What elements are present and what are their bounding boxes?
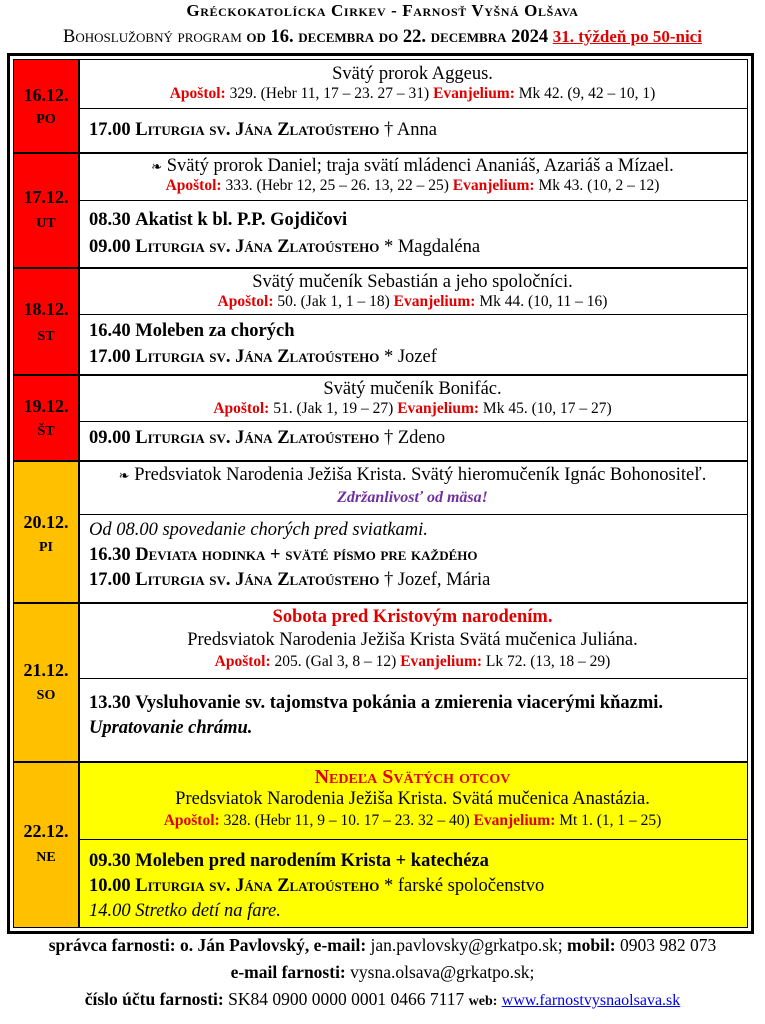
apostol-label: Apoštol: — [169, 85, 226, 102]
special-title: Nedeľa Svätých otcov — [314, 766, 511, 788]
day-row — [13, 461, 748, 603]
event-time: 17.00 — [89, 570, 131, 590]
evanjelium-label: Evanjelium: — [397, 400, 480, 417]
day-row — [13, 762, 748, 928]
apostol-ref: 329. (Hebr 11, 17 – 23. 27 – 31) — [229, 85, 430, 102]
feast-cell — [78, 604, 747, 679]
event-time: 08.30 — [89, 210, 131, 230]
page-title: Gréckokatolícka Cirkev - Farnosť Vyšná Olšava — [186, 1, 579, 20]
account-label: číslo účtu farnosti: — [84, 989, 224, 1009]
feast-cell — [78, 269, 747, 315]
footer-email-line — [0, 962, 765, 983]
event-time: 16.30 — [89, 545, 131, 565]
date-number: 18.12. — [23, 299, 69, 319]
event-intention: † Anna — [383, 120, 437, 140]
event-name: Liturgia sv. Jána Zlatoústeho — [135, 347, 380, 367]
event-time: 13.30 — [89, 693, 131, 713]
date-number: 17.12. — [23, 187, 69, 207]
event-name: Liturgia sv. Jána Zlatoústeho — [135, 428, 380, 448]
evanjelium-label: Evanjelium: — [400, 653, 483, 670]
event-time: 17.00 — [89, 347, 131, 367]
web-link[interactable]: www.farnostvysnaolsava.sk — [501, 992, 681, 1009]
page-subtitle — [0, 27, 765, 48]
evanjelium-ref: Mk 44. (10, 11 – 16) — [479, 293, 608, 310]
event-line — [89, 210, 747, 231]
feast-name: Svätý mučeník Sebastián a jeho spoločníci. — [252, 272, 573, 292]
event-line — [89, 120, 747, 141]
day-row — [13, 268, 748, 375]
date-cell — [14, 154, 80, 267]
schedule-table — [7, 53, 754, 934]
event-intention: * farské spoločenstvo — [383, 876, 545, 896]
event-name: Akatist k bl. P.P. Gojdičovi — [135, 210, 348, 230]
readings — [78, 85, 747, 103]
date-number: 16.12. — [23, 85, 69, 105]
feast-cell — [78, 763, 747, 840]
ornament-icon: ❧ — [151, 160, 163, 175]
event-name: Liturgia sv. Jána Zlatoústeho — [135, 876, 380, 896]
apostol-label: Apoštol: — [165, 177, 222, 194]
events-cell — [78, 679, 747, 761]
date-cell — [14, 604, 80, 761]
post-event-note: Upratovanie chrámu. — [89, 718, 253, 738]
feast-cell — [78, 60, 747, 109]
event-time: 16.40 — [89, 321, 131, 341]
event-line — [89, 693, 747, 714]
special-title: Sobota pred Kristovým narodením. — [272, 607, 553, 627]
day-name: ŠT — [37, 424, 55, 439]
event-intention: * Magdaléna — [383, 237, 481, 257]
parish-email-label: e-mail farnosti: — [230, 962, 346, 982]
day-row — [13, 375, 748, 461]
web-label: web: — [468, 994, 498, 1009]
apostol-label: Apoštol: — [217, 293, 274, 310]
day-name: ST — [37, 329, 55, 344]
readings — [78, 177, 747, 195]
apostol-ref: 205. (Gal 3, 8 – 12) — [274, 653, 397, 670]
events-cell — [78, 422, 747, 460]
pre-event-note: Od 08.00 spovedanie chorých pred sviatkami. — [89, 520, 428, 540]
ornament-icon: ❧ — [118, 469, 130, 484]
event-name: Liturgia sv. Jána Zlatoústeho — [135, 237, 380, 257]
feast-name — [78, 465, 747, 486]
feast-name: Svätý mučeník Bonifác. — [323, 379, 502, 399]
event-intention: † Jozef, Mária — [383, 570, 491, 590]
date-number: 22.12. — [23, 821, 69, 841]
event-line — [89, 237, 747, 258]
evanjelium-label: Evanjelium: — [393, 293, 476, 310]
feast-cell — [78, 462, 747, 515]
day-name: PO — [36, 112, 56, 127]
admin-email: jan.pavlovsky@grkatpo.sk; — [370, 935, 563, 955]
subtitle-range: od 16. decembra do 22. decembra 2024 — [246, 27, 549, 47]
feast-cell — [78, 154, 747, 201]
evanjelium-ref: Mk 43. (10, 2 – 12) — [538, 177, 660, 194]
event-time: 09.30 — [89, 851, 131, 871]
date-cell — [14, 462, 80, 602]
apostol-ref: 333. (Hebr 12, 25 – 26. 13, 22 – 25) — [225, 177, 449, 194]
day-row — [13, 603, 748, 762]
event-time: 09.00 — [89, 428, 131, 448]
day-name: PI — [39, 540, 53, 555]
feast-name-text: Svätý prorok Daniel; traja svätí mládenci Ananiáš, Azariáš a Mízael. — [166, 156, 674, 176]
apostol-label: Apoštol: — [163, 812, 220, 829]
fasting-note: Zdržanlivosť od mäsa! — [337, 489, 488, 506]
feast-cell — [78, 376, 747, 422]
readings — [78, 812, 747, 830]
date-cell — [14, 60, 80, 152]
event-line — [89, 347, 747, 368]
date-cell — [14, 376, 80, 460]
evanjelium-ref: Mt 1. (1, 1 – 25) — [559, 812, 662, 829]
evanjelium-ref: Mk 42. (9, 42 – 10, 1) — [518, 85, 656, 102]
event-time: 10.00 — [89, 876, 131, 896]
date-cell — [14, 269, 80, 374]
apostol-ref: 51. (Jak 1, 19 – 27) — [273, 400, 394, 417]
account-number: SK84 0900 0000 0001 0466 7117 — [228, 989, 465, 1009]
events-cell — [78, 109, 747, 152]
event-line — [89, 876, 747, 897]
event-name: Liturgia sv. Jána Zlatoústeho — [135, 120, 380, 140]
date-cell — [14, 763, 80, 927]
evanjelium-label: Evanjelium: — [473, 812, 556, 829]
events-cell — [78, 201, 747, 267]
readings — [78, 400, 747, 418]
apostol-label: Apoštol: — [213, 400, 270, 417]
event-line — [89, 321, 747, 342]
feast-name: Predsviatok Narodenia Ježiša Krista. Svätá mučenica Anastázia. — [175, 789, 650, 809]
day-name: UT — [36, 216, 56, 231]
event-intention: * Jozef — [383, 347, 437, 367]
readings — [78, 653, 747, 671]
post-event-note: 14.00 Stretko detí na fare. — [89, 901, 281, 921]
event-line — [89, 545, 747, 566]
mobile-label: mobil: — [567, 935, 616, 955]
mobile-number: 0903 982 073 — [620, 935, 717, 955]
feast-name: Predsviatok Narodenia Ježiša Krista Svätá mučenica Juliána. — [187, 630, 638, 650]
evanjelium-label: Evanjelium: — [452, 177, 535, 194]
event-intention: † Zdeno — [383, 428, 446, 448]
event-line — [89, 851, 747, 872]
day-name: NE — [36, 850, 56, 865]
apostol-ref: 50. (Jak 1, 1 – 18) — [277, 293, 390, 310]
day-row — [13, 153, 748, 268]
date-number: 19.12. — [23, 396, 69, 416]
day-row — [13, 59, 748, 153]
evanjelium-label: Evanjelium: — [433, 85, 515, 102]
date-number: 20.12. — [23, 512, 69, 532]
apostol-label: Apoštol: — [214, 653, 271, 670]
event-line — [89, 428, 747, 449]
apostol-ref: 328. (Hebr 11, 9 – 10. 17 – 23. 32 – 40) — [223, 812, 470, 829]
feast-name: Svätý prorok Aggeus. — [332, 64, 493, 84]
subtitle-week: 31. týždeň po 50-nici — [552, 27, 702, 46]
feast-name-text: Predsviatok Narodenia Ježiša Krista. Svätý hieromučeník Ignác Bohonositeľ. — [134, 465, 707, 485]
date-number: 21.12. — [23, 660, 69, 680]
events-cell — [78, 315, 747, 374]
event-name: Deviata hodinka + sväté písmo pre každého — [135, 545, 478, 565]
footer-account-line — [0, 989, 765, 1010]
event-name: Liturgia sv. Jána Zlatoústeho — [135, 570, 380, 590]
events-cell — [78, 515, 747, 602]
event-name: Vysluhovanie sv. tajomstva pokánia a zmierenia viacerými kňazmi. — [135, 693, 664, 713]
footer-contact-line — [0, 935, 765, 956]
event-name: Moleben za chorých — [135, 321, 295, 341]
event-time: 09.00 — [89, 237, 131, 257]
evanjelium-ref: Lk 72. (13, 18 – 29) — [485, 653, 611, 670]
event-name: Moleben pred narodením Krista + katechéza — [135, 851, 489, 871]
events-cell — [78, 840, 747, 927]
event-line — [89, 570, 747, 591]
event-time: 17.00 — [89, 120, 131, 140]
feast-name — [78, 156, 747, 177]
day-name: SO — [36, 688, 56, 703]
admin-label: správca farnosti: o. Ján Pavlovský, e-mail: — [48, 935, 367, 955]
evanjelium-ref: Mk 45. (10, 17 – 27) — [482, 400, 612, 417]
subtitle-prefix: Bohoslužobný program — [63, 27, 242, 47]
parish-email: vysna.olsava@grkatpo.sk; — [350, 962, 535, 982]
readings — [78, 293, 747, 311]
